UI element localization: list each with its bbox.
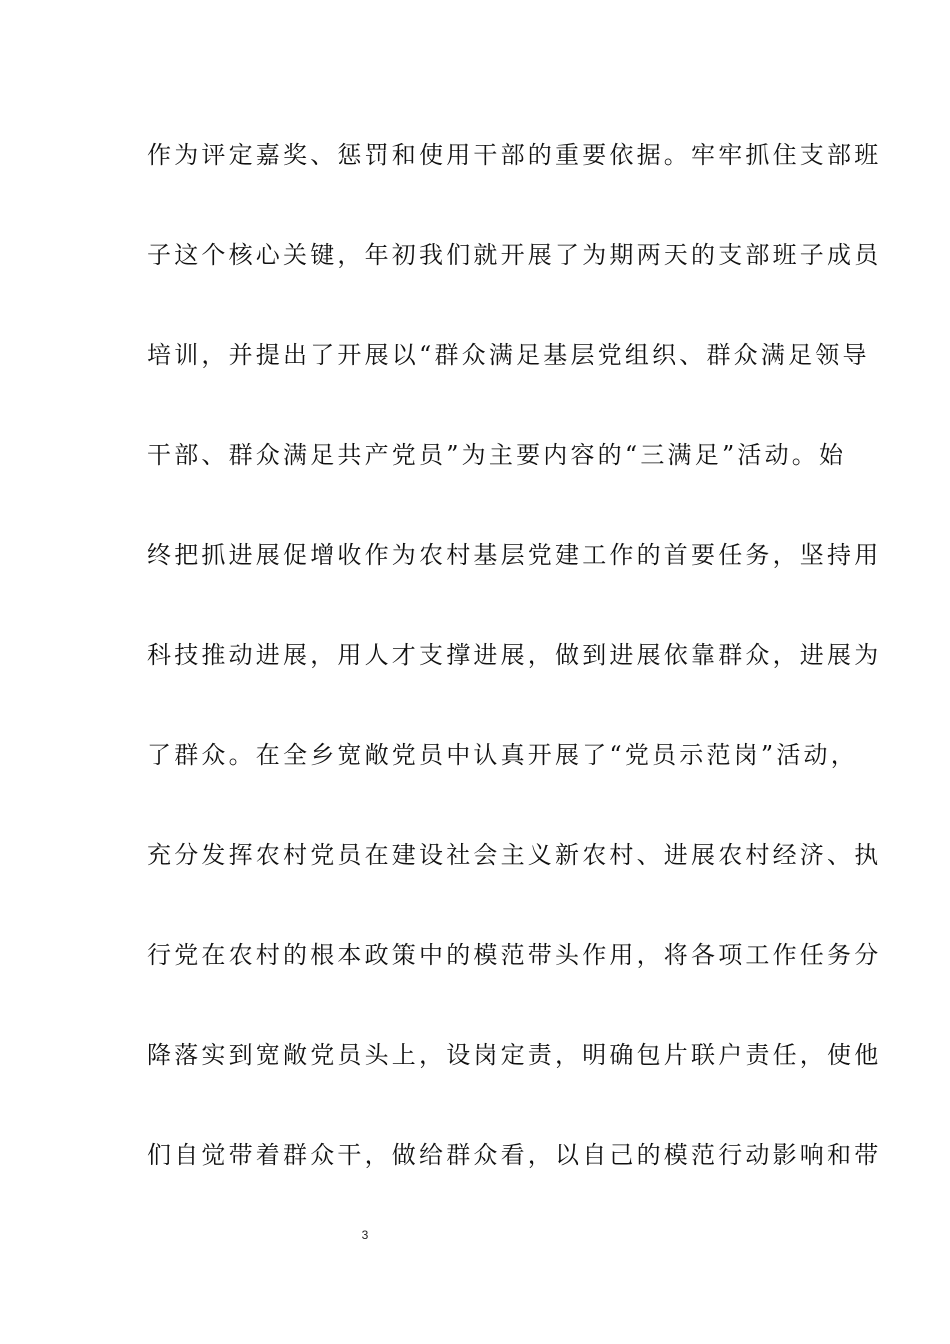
text-line: 科技推动进展，用人才支撑进展，做到进展依靠群众，进展为 xyxy=(147,641,882,669)
text-line: 行党在农村的根本政策中的模范带头作用，将各项工作任务分 xyxy=(147,941,882,969)
text-line: 充分发挥农村党员在建设社会主义新农村、进展农村经济、执 xyxy=(147,841,882,869)
text-line: 降落实到宽敞党员头上，设岗定责，明确包片联户责任，使他 xyxy=(147,1041,882,1069)
text-line: 们自觉带着群众干，做给群众看，以自己的模范行动影响和带 xyxy=(147,1141,882,1169)
text-line: 子这个核心关键，年初我们就开展了为期两天的支部班子成员 xyxy=(147,241,882,269)
text-line: 终把抓进展促增收作为农村基层党建工作的首要任务，坚持用 xyxy=(147,541,882,569)
text-line: 作为评定嘉奖、惩罚和使用干部的重要依据。牢牢抓住支部班 xyxy=(147,141,882,169)
page-number: 3 xyxy=(361,1228,369,1242)
body-text xyxy=(147,130,882,1230)
text-line: 干部、群众满足共产党员”为主要内容的“三满足”活动。始 xyxy=(147,441,847,469)
text-line: 培训，并提出了开展以“群众满足基层党组织、群众满足领导 xyxy=(147,341,870,369)
text-line: 了群众。在全乡宽敞党员中认真开展了“党员示范岗”活动， xyxy=(147,741,858,769)
